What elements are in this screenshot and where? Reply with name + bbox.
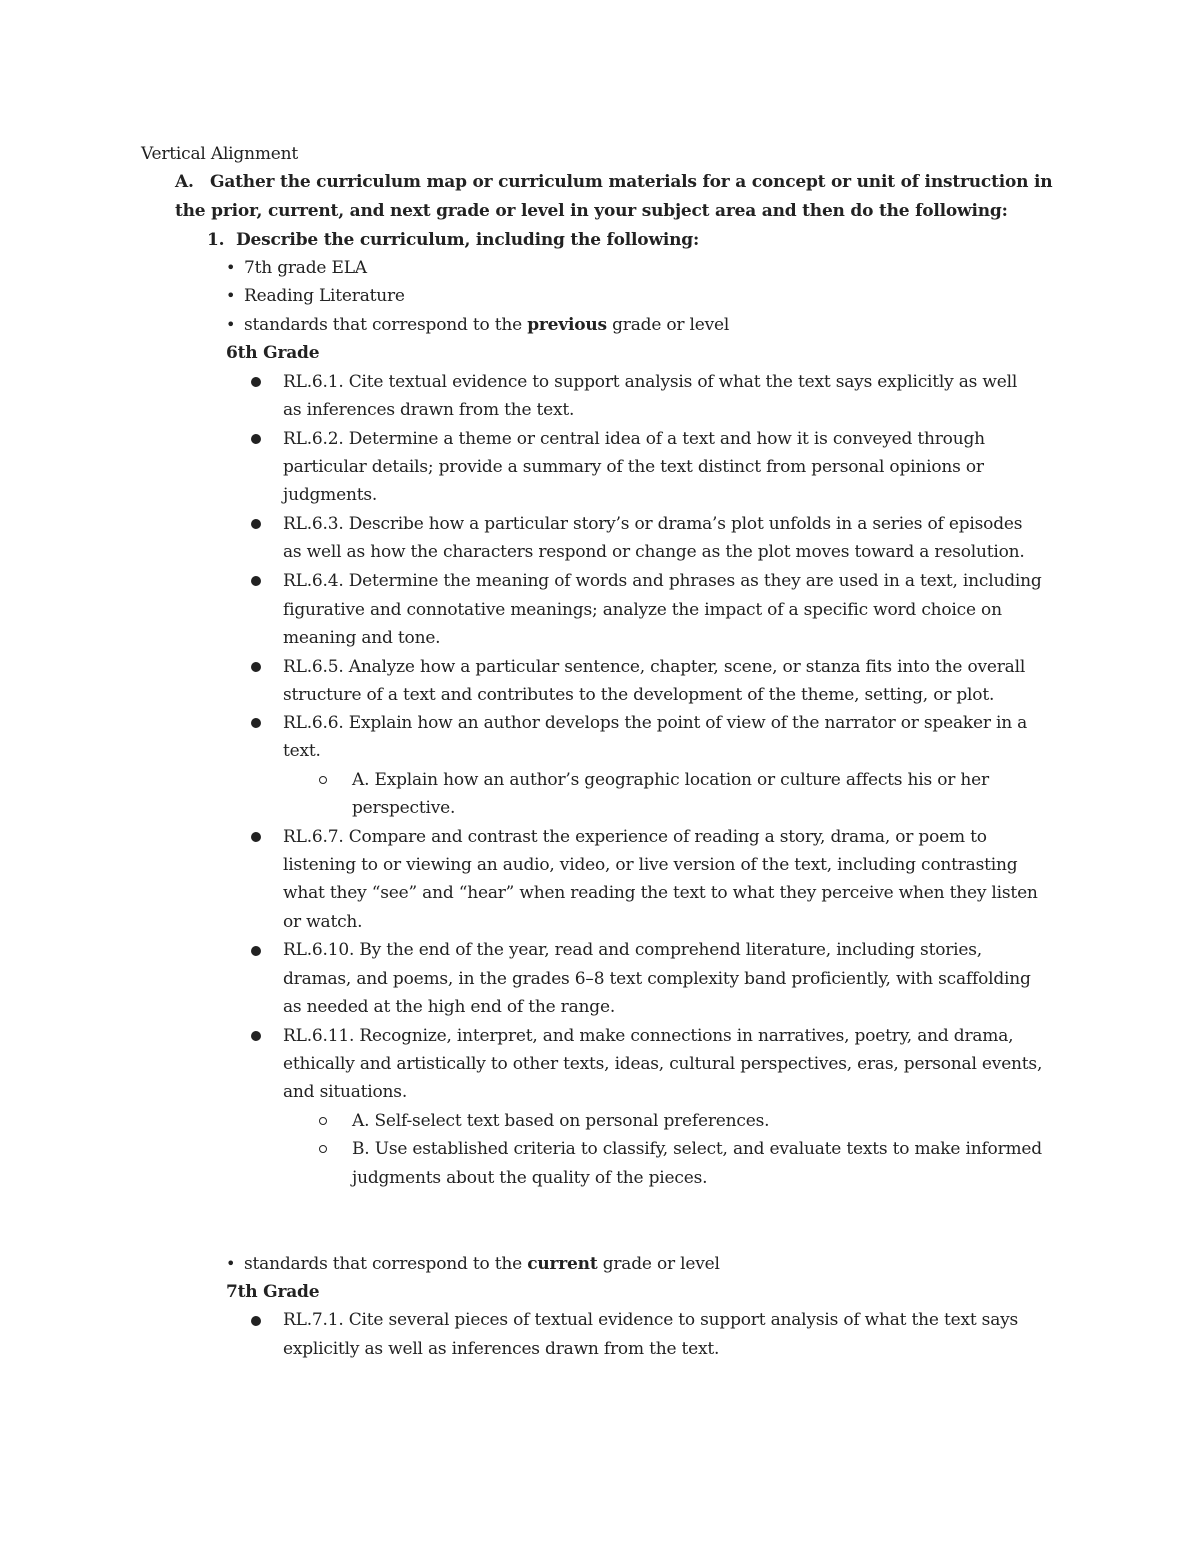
rl-6-1-line-1: RL.6.1. Cite textual evidence to support analysis of what the text says explicitly as well (283, 372, 1018, 392)
previous-pre: standards that correspond to the (244, 315, 528, 335)
rl-6-4-line-3: meaning and tone. (283, 628, 441, 648)
rl-6-11-line-2: ethically and artistically to other texts, ideas, cultural perspectives, eras, personal events, (283, 1054, 1043, 1074)
grade-7-heading: 7th Grade (226, 1282, 320, 1302)
rl-6-2-line-2: particular details; provide a summary of the text distinct from personal opinions or (283, 457, 984, 477)
bullet-dot-icon (251, 519, 261, 529)
small-bullet-icon: • (226, 315, 236, 334)
doc-title: Vertical Alignment (141, 144, 299, 164)
previous-bold: previous (527, 315, 607, 335)
bullet-dot-icon (251, 1316, 261, 1326)
rl-6-6a-line-2: perspective. (352, 798, 456, 818)
rl-6-1-line-2: as inferences drawn from the text. (283, 400, 575, 420)
small-bullet-icon: • (226, 286, 236, 305)
rl-6-2-line-1: RL.6.2. Determine a theme or central idea of a text and how it is conveyed through (283, 429, 985, 449)
current-bold: current (527, 1254, 598, 1274)
sub-bullet-circle-icon (319, 1145, 327, 1153)
bullet-current-standards (244, 1250, 720, 1278)
section-a-label: A. (175, 172, 194, 192)
rl-6-5-line-2: structure of a text and contributes to the development of the theme, setting, or plot. (283, 685, 995, 705)
bullet-dot-icon (251, 832, 261, 842)
rl-7-1-line-1: RL.7.1. Cite several pieces of textual evidence to support analysis of what the text says (283, 1310, 1019, 1330)
rl-6-6-line-1: RL.6.6. Explain how an author develops the point of view of the narrator or speaker in a (283, 713, 1028, 733)
rl-6-10-line-3: as needed at the high end of the range. (283, 997, 616, 1017)
bullet-dot-icon (251, 662, 261, 672)
previous-post: grade or level (606, 315, 730, 335)
sub-bullet-circle-icon (319, 1117, 327, 1125)
rl-6-4-line-2: figurative and connotative meanings; analyze the impact of a specific word choice on (283, 600, 1002, 620)
current-pre: standards that correspond to the (244, 1254, 528, 1274)
rl-6-4-line-1: RL.6.4. Determine the meaning of words and phrases as they are used in a text, including (283, 571, 1042, 591)
bullet-dot-icon (251, 1031, 261, 1041)
bullet-dot-icon (251, 434, 261, 444)
rl-6-2-line-3: judgments. (283, 485, 378, 505)
bullet-grade-ela: 7th grade ELA (244, 258, 367, 278)
rl-6-11b-line-1: B. Use established criteria to classify, select, and evaluate texts to make informed (352, 1139, 1042, 1159)
bullet-dot-icon (251, 576, 261, 586)
rl-6-7-line-2: listening to or viewing an audio, video, or live version of the text, including contrasting (283, 855, 1018, 875)
small-bullet-icon: • (226, 258, 236, 277)
sub-bullet-circle-icon (319, 776, 327, 784)
rl-6-7-line-1: RL.6.7. Compare and contrast the experience of reading a story, drama, or poem to (283, 827, 987, 847)
rl-6-10-line-1: RL.6.10. By the end of the year, read and comprehend literature, including stories, (283, 940, 982, 960)
rl-6-6-line-2: text. (283, 741, 321, 761)
item-1-text: Describe the curriculum, including the following: (236, 230, 700, 250)
rl-6-3-line-1: RL.6.3. Describe how a particular story’s or drama’s plot unfolds in a series of episodes (283, 514, 1023, 534)
rl-6-5-line-1: RL.6.5. Analyze how a particular sentence, chapter, scene, or stanza fits into the overall (283, 657, 1026, 677)
section-a-line-1: Gather the curriculum map or curriculum materials for a concept or unit of instruction in (210, 172, 1053, 192)
bullet-dot-icon (251, 718, 261, 728)
rl-6-11a-line-1: A. Self-select text based on personal preferences. (352, 1111, 770, 1131)
rl-6-3-line-2: as well as how the characters respond or change as the plot moves toward a resolution. (283, 542, 1025, 562)
bullet-dot-icon (251, 946, 261, 956)
section-a-line-2: the prior, current, and next grade or level in your subject area and then do the following: (175, 201, 1008, 221)
grade-6-heading: 6th Grade (226, 343, 320, 363)
rl-6-11b-line-2: judgments about the quality of the pieces. (352, 1168, 708, 1188)
rl-7-1-line-2: explicitly as well as inferences drawn from the text. (283, 1339, 720, 1359)
rl-6-10-line-2: dramas, and poems, in the grades 6–8 text complexity band proficiently, with scaffolding (283, 969, 1031, 989)
rl-6-6a-line-1: A. Explain how an author’s geographic location or culture affects his or her (352, 770, 989, 790)
bullet-previous-standards (244, 311, 729, 339)
rl-6-7-line-3: what they “see” and “hear” when reading the text to what they perceive when they listen (283, 883, 1038, 903)
rl-6-7-line-4: or watch. (283, 912, 363, 932)
item-1-label: 1. (207, 230, 225, 250)
bullet-reading-literature: Reading Literature (244, 286, 405, 306)
bullet-dot-icon (251, 377, 261, 387)
small-bullet-icon: • (226, 1254, 236, 1273)
current-post: grade or level (597, 1254, 720, 1274)
rl-6-11-line-3: and situations. (283, 1082, 408, 1102)
rl-6-11-line-1: RL.6.11. Recognize, interpret, and make connections in narratives, poetry, and drama, (283, 1026, 1014, 1046)
